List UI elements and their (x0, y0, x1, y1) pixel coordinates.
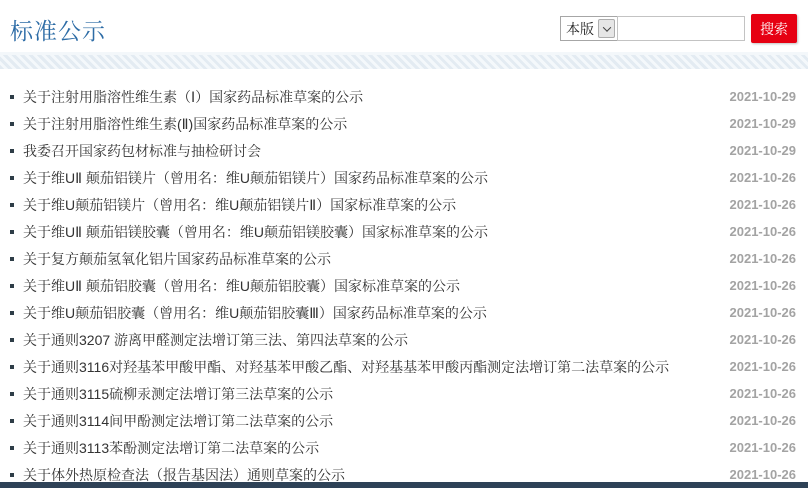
announcement-link[interactable]: 关于维UⅡ 颠茄铝胶囊（曾用名：维U颠茄铝胶囊）国家标准草案的公示 (23, 277, 460, 294)
announcement-date: 2021-10-29 (729, 116, 796, 131)
announcement-link[interactable]: 关于维UⅡ 颠茄铝镁胶囊（曾用名：维U颠茄铝镁胶囊）国家标准草案的公示 (23, 223, 488, 240)
bullet-icon (10, 95, 14, 99)
list-item (0, 326, 808, 353)
announcement-date: 2021-10-26 (729, 386, 796, 401)
announcement-date: 2021-10-26 (729, 278, 796, 293)
bullet-icon (10, 473, 14, 477)
list-item (0, 110, 808, 137)
announcement-list (0, 83, 808, 488)
page-header (0, 0, 808, 52)
announcement-date: 2021-10-26 (729, 251, 796, 266)
announcement-link[interactable]: 关于通则3113苯酚测定法增订第二法草案的公示 (23, 439, 320, 456)
announcement-date: 2021-10-26 (729, 224, 796, 239)
bullet-icon (10, 176, 14, 180)
page-title: 标准公示 (10, 18, 106, 44)
announcement-link[interactable]: 关于通则3116对羟基苯甲酸甲酯、对羟基苯甲酸乙酯、对羟基基苯甲酸丙酯测定法增订第二法草案的公示 (23, 358, 670, 375)
list-item (0, 245, 808, 272)
bullet-icon (10, 311, 14, 315)
announcement-link[interactable]: 关于体外热原检查法（报告基因法）通则草案的公示 (23, 466, 345, 483)
list-item (0, 353, 808, 380)
bullet-icon (10, 284, 14, 288)
list-item (0, 164, 808, 191)
announcement-date: 2021-10-26 (729, 197, 796, 212)
announcement-date: 2021-10-26 (729, 413, 796, 428)
announcement-date: 2021-10-26 (729, 332, 796, 347)
announcement-link[interactable]: 关于维U颠茄铝镁片（曾用名：维U颠茄铝镁片Ⅱ）国家标准草案的公示 (23, 196, 457, 213)
bullet-icon (10, 149, 14, 153)
announcement-date: 2021-10-26 (729, 467, 796, 482)
bullet-icon (10, 203, 14, 207)
bullet-icon (10, 230, 14, 234)
announcement-date: 2021-10-26 (729, 305, 796, 320)
announcement-link[interactable]: 我委召开国家药包材标准与抽检研讨会 (23, 142, 261, 159)
edition-select-value: 本版 (566, 20, 594, 37)
footer-bar (0, 482, 808, 488)
announcement-link[interactable]: 关于通则3207 游离甲醛测定法增订第三法、第四法草案的公示 (23, 331, 409, 348)
chevron-down-icon (598, 19, 615, 38)
announcement-link[interactable]: 关于注射用脂溶性维生素（Ⅰ）国家药品标准草案的公示 (23, 88, 364, 105)
bullet-icon (10, 419, 14, 423)
announcement-link[interactable]: 关于通则3114间甲酚测定法增订第二法草案的公示 (23, 412, 334, 429)
list-item (0, 434, 808, 461)
announcement-date: 2021-10-29 (729, 143, 796, 158)
bullet-icon (10, 392, 14, 396)
list-item (0, 137, 808, 164)
search-bar (560, 14, 797, 43)
announcement-link[interactable]: 关于注射用脂溶性维生素(Ⅱ)国家药品标准草案的公示 (23, 115, 348, 132)
announcement-link[interactable]: 关于通则3115硫柳汞测定法增订第三法草案的公示 (23, 385, 334, 402)
announcement-date: 2021-10-26 (729, 440, 796, 455)
bullet-icon (10, 338, 14, 342)
announcement-link[interactable]: 关于维UⅡ 颠茄铝镁片（曾用名：维U颠茄铝镁片）国家药品标准草案的公示 (23, 169, 488, 186)
list-item (0, 407, 808, 434)
edition-select[interactable] (560, 16, 618, 41)
bullet-icon (10, 122, 14, 126)
announcement-date: 2021-10-26 (729, 170, 796, 185)
announcement-date: 2021-10-29 (729, 89, 796, 104)
list-item (0, 272, 808, 299)
search-button[interactable]: 搜索 (751, 14, 797, 43)
search-input[interactable] (617, 16, 745, 41)
striped-separator (0, 52, 808, 69)
list-item (0, 299, 808, 326)
list-item (0, 191, 808, 218)
list-item (0, 380, 808, 407)
bullet-icon (10, 257, 14, 261)
announcement-date: 2021-10-26 (729, 359, 796, 374)
bullet-icon (10, 365, 14, 369)
list-item (0, 83, 808, 110)
announcement-link[interactable]: 关于维U颠茄铝胶囊（曾用名：维U颠茄铝胶囊Ⅲ）国家药品标准草案的公示 (23, 304, 487, 321)
bullet-icon (10, 446, 14, 450)
list-item (0, 218, 808, 245)
announcement-link[interactable]: 关于复方颠茄氢氧化铝片国家药品标准草案的公示 (23, 250, 331, 267)
